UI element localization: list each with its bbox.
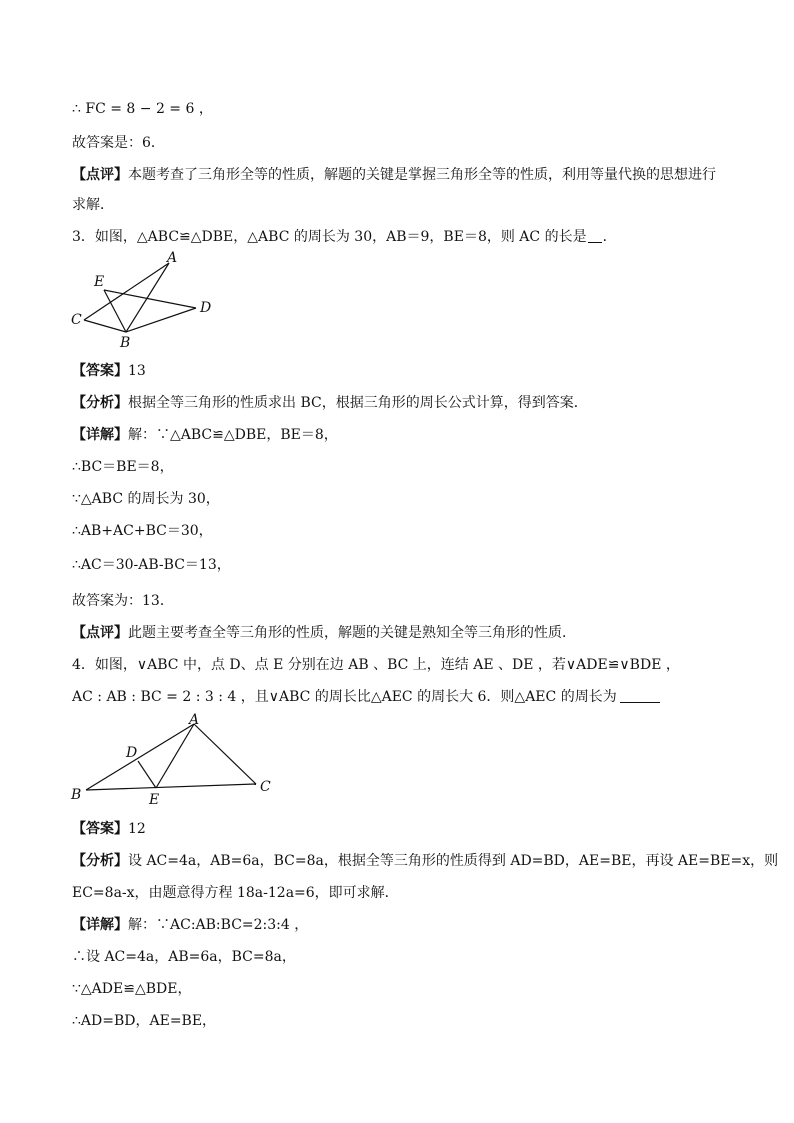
text-line (72, 362, 732, 380)
text-span: 此题主要考查全等三角形的性质，解题的关键是熟知全等三角形的性质． (128, 625, 576, 641)
section-tag: 【详解】 (72, 917, 128, 933)
text-line: EC=8a-x，由题意得方程 18a-12a=6，即可求解． (72, 885, 399, 901)
vertex-label-c: C (260, 779, 271, 795)
section-tag: 【点评】 (72, 625, 128, 641)
section-tag: 【分析】 (72, 395, 128, 411)
triangle-figure-1 (66, 248, 226, 352)
text-line (72, 624, 732, 642)
text-line: ∴设 AC=4a，AB=6a，BC=8a， (72, 949, 296, 965)
text-span: ． (602, 229, 617, 245)
vertex-label-d: D (200, 300, 212, 316)
section-tag: 【分析】 (72, 853, 128, 869)
vertex-label-e: E (94, 274, 105, 290)
text-span: 解：∵AC:AB:BC=2:3:4 ， (128, 917, 309, 933)
text-line (72, 426, 732, 444)
text-line: ∴AB+AC+BC＝30， (72, 523, 213, 539)
section-tag: 【详解】 (72, 427, 128, 443)
section-tag: 【答案】 (72, 363, 128, 379)
text-line: ∴BC＝BE＝8， (72, 459, 174, 475)
text-line: 故答案为：13． (72, 593, 174, 609)
text-span: 3．如图，△ABC≌△DBE，△ABC 的周长为 30，AB＝9，BE＝8，则 AC 的长是 (72, 229, 587, 245)
text-span: 本题考查了三角形全等的性质，解题的关键是掌握三角形全等的性质，利用等量代换的思想进行 (128, 167, 716, 183)
vertex-label-b: B (120, 335, 131, 351)
vertex-label-a: A (189, 712, 200, 728)
text-span: 设 AC=4a，AB=6a，BC=8a，根据全等三角形的性质得到 AD=BD，AE=BE，再设 AE=BE=x，则 (128, 853, 779, 869)
triangle-figure-2 (66, 708, 286, 808)
text-line: ∵△ADE≌△BDE， (72, 981, 192, 997)
vertex-label-a: A (167, 250, 178, 266)
text-span: AC : AB : BC = 2 : 3 : 4 ，且∨ABC 的周长比△AEC 的周长大 6．则△AEC 的周长为 (72, 689, 617, 705)
question-line: 4．如图，∨ABC 中，点 D、点 E 分别在边 AB 、BC 上，连结 AE 、DE ，若∨ADE≌∨BDE ， (72, 657, 680, 673)
vertex-label-b: B (71, 787, 82, 803)
text-span: 13 (128, 363, 146, 379)
answer-blank (588, 228, 602, 243)
text-line (72, 820, 732, 838)
text-line (72, 394, 732, 412)
vertex-label-c: C (71, 312, 82, 328)
text-line (72, 166, 732, 184)
vertex-label-e: E (149, 792, 160, 808)
text-line: ∴ FC = 8 − 2 = 6 ， (72, 101, 213, 117)
question-line (72, 228, 732, 246)
vertex-label-d: D (126, 745, 138, 761)
text-line: 求解． (72, 197, 114, 213)
question-line (72, 688, 732, 706)
text-line: ∵△ABC 的周长为 30， (72, 491, 220, 507)
text-line: ∴AC＝30-AB-BC＝13， (72, 557, 231, 573)
section-tag: 【点评】 (72, 167, 128, 183)
text-line (72, 852, 779, 870)
section-tag: 【答案】 (72, 821, 128, 837)
answer-blank (620, 688, 660, 703)
text-span: 解：∵△ABC≌△DBE，BE＝8， (128, 427, 338, 443)
text-span: 根据全等三角形的性质求出 BC，根据三角形的周长公式计算，得到答案． (128, 395, 588, 411)
text-line (72, 916, 732, 934)
text-line: ∴AD=BD，AE=BE， (72, 1013, 217, 1029)
text-line: 故答案是：6． (72, 135, 165, 151)
text-span: 12 (128, 821, 146, 837)
